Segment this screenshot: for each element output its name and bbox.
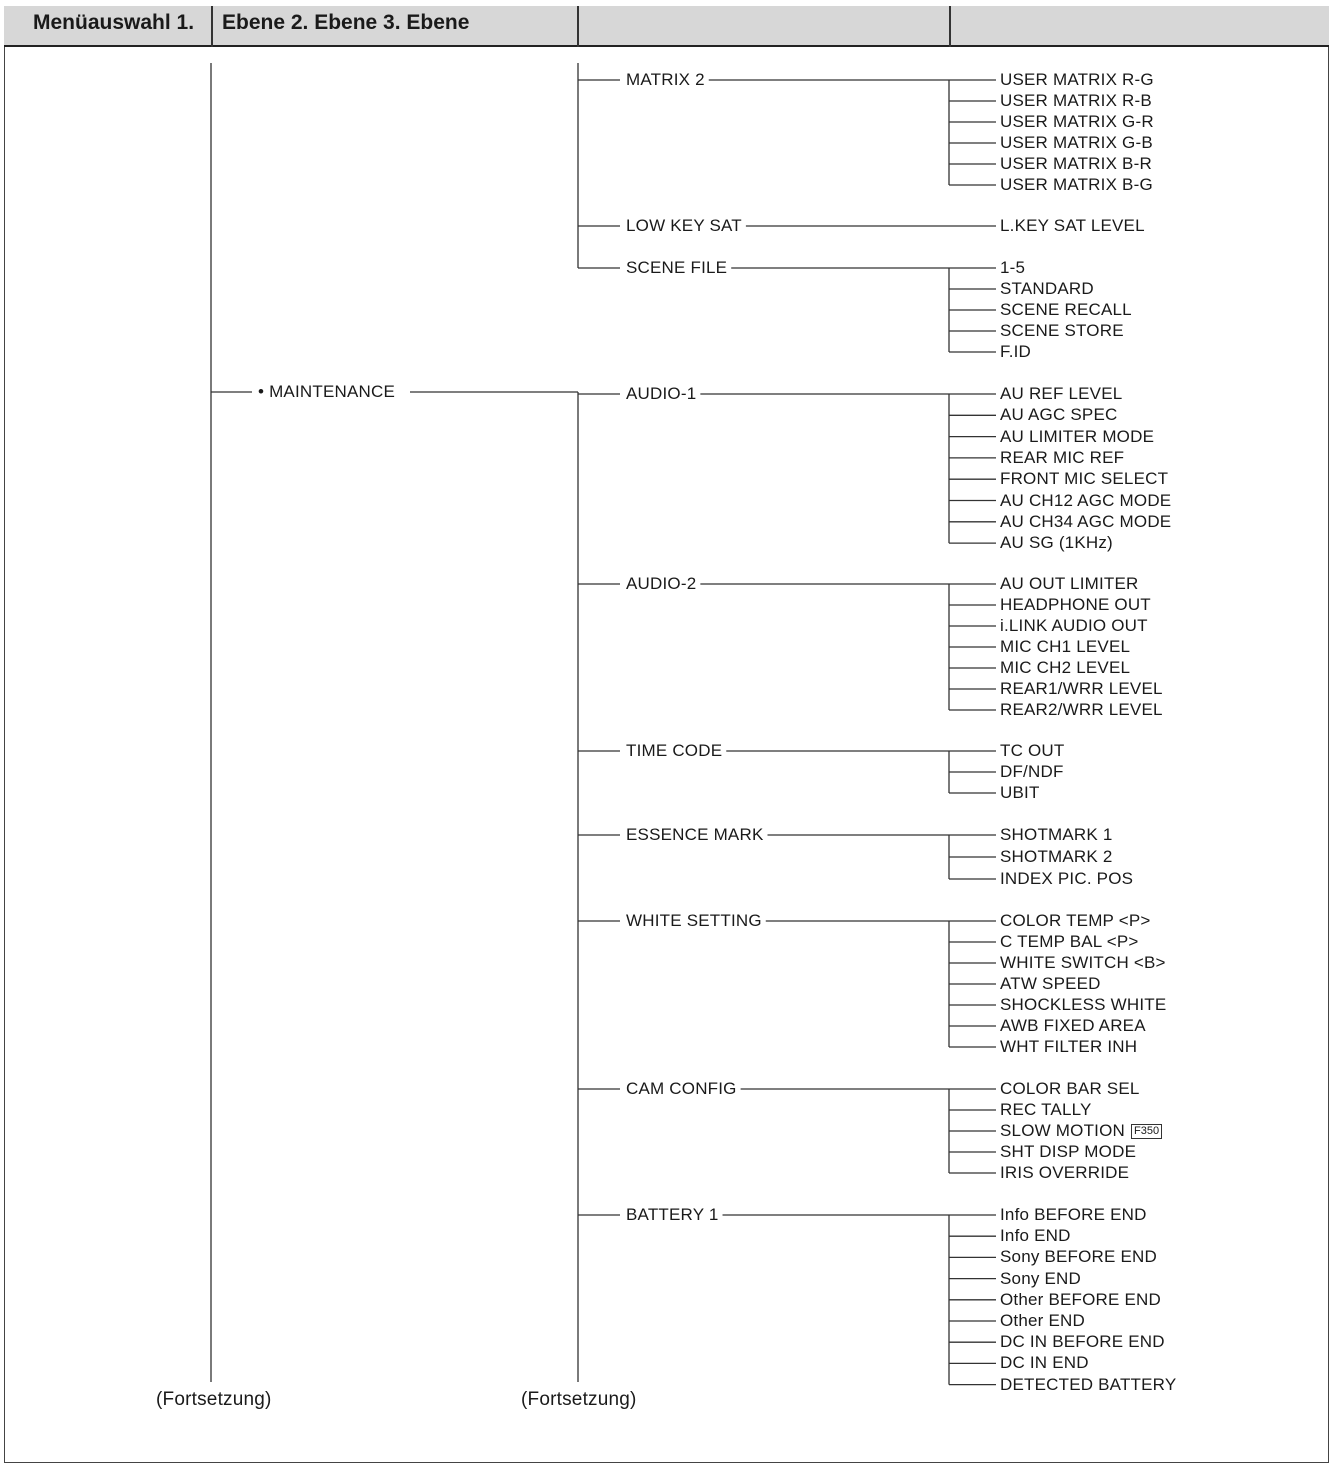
menu-item: REAR MIC REF (1000, 447, 1125, 467)
menu-item: AU REF LEVEL (1000, 384, 1123, 403)
continuation-left: (Fortsetzung) (156, 1389, 272, 1410)
menu-item: SHOCKLESS WHITE (1000, 995, 1167, 1014)
menu-item: ATW SPEED (1000, 974, 1101, 993)
group-label-low-key-sat: LOW KEY SAT (626, 216, 742, 235)
header-level1: Menüauswahl 1. (33, 11, 195, 34)
menu-item: USER MATRIX R-G (1000, 70, 1154, 89)
menu-item: Info END (1000, 1226, 1071, 1246)
menu-item: REAR1/WRR LEVEL (1000, 679, 1163, 698)
menu-item: AU CH12 AGC MODE (1000, 490, 1172, 510)
group-label-time-code: TIME CODE (626, 741, 723, 760)
menu-item: DF/NDF (1000, 762, 1064, 781)
group-label-audio-2: AUDIO-2 (626, 574, 697, 593)
menu-item: WHITE SWITCH <B> (1000, 953, 1166, 972)
menu-item: FRONT MIC SELECT (1000, 469, 1169, 489)
menu-item: MIC CH2 LEVEL (1000, 658, 1131, 677)
menu-item: Other END (1000, 1311, 1085, 1330)
group-label-audio-1: AUDIO-1 (626, 384, 697, 403)
menu-item: USER MATRIX G-B (1000, 133, 1153, 152)
menu-item: DETECTED BATTERY (1000, 1374, 1177, 1394)
menu-item: USER MATRIX R-B (1000, 91, 1152, 110)
menu-item: 1-5 (1000, 258, 1026, 277)
menu-item: AU OUT LIMITER (1000, 574, 1139, 593)
menu-item: AU SG (1KHz) (1000, 533, 1113, 553)
menu-item: AWB FIXED AREA (1000, 1016, 1146, 1035)
model-tag: F350 (1131, 1124, 1162, 1139)
menu-item: DC IN BEFORE END (1000, 1332, 1165, 1352)
menu-item: SCENE STORE (1000, 321, 1124, 340)
menu-item: HEADPHONE OUT (1000, 595, 1151, 614)
menu-item: Info BEFORE END (1000, 1205, 1147, 1224)
group-label-white-setting: WHITE SETTING (626, 911, 762, 930)
menu-item: L.KEY SAT LEVEL (1000, 216, 1145, 235)
menu-item: SHOTMARK 1 (1000, 825, 1113, 844)
menu-item: AU AGC SPEC (1000, 405, 1118, 425)
menu-item: REC TALLY (1000, 1100, 1092, 1119)
menu-item: SLOW MOTION F350 (1000, 1122, 1162, 1139)
group-label-essence-mark: ESSENCE MARK (626, 825, 764, 844)
menu-item: AU CH34 AGC MODE (1000, 511, 1172, 531)
menu-item: TC OUT (1000, 741, 1065, 760)
menu-item: COLOR BAR SEL (1000, 1079, 1140, 1098)
menu-item: IRIS OVERRIDE (1000, 1163, 1130, 1182)
menu-item: USER MATRIX G-R (1000, 112, 1154, 131)
menu-item: SHOTMARK 2 (1000, 847, 1113, 866)
group-label-battery-1: BATTERY 1 (626, 1205, 719, 1224)
menu-item: AU LIMITER MODE (1000, 426, 1155, 446)
menu-item: STANDARD (1000, 279, 1094, 298)
menu-item: MIC CH1 LEVEL (1000, 637, 1131, 656)
maintenance-label: • MAINTENANCE (258, 382, 396, 401)
menu-item: Sony BEFORE END (1000, 1247, 1157, 1267)
menu-item: SCENE RECALL (1000, 300, 1132, 319)
menu-item: INDEX PIC. POS (1000, 869, 1134, 888)
menu-item: UBIT (1000, 783, 1040, 802)
menu-item: USER MATRIX B-G (1000, 175, 1153, 194)
menu-item: C TEMP BAL <P> (1000, 932, 1139, 951)
menu-item: DC IN END (1000, 1353, 1089, 1373)
group-label-matrix-2: MATRIX 2 (626, 70, 705, 89)
menu-item: i.LINK AUDIO OUT (1000, 616, 1148, 635)
group-label-cam-config: CAM CONFIG (626, 1079, 737, 1098)
menu-item: Other BEFORE END (1000, 1289, 1161, 1309)
continuation-right: (Fortsetzung) (521, 1389, 637, 1410)
menu-item: USER MATRIX B-R (1000, 154, 1152, 173)
menu-item: Sony END (1000, 1268, 1081, 1288)
menu-item: COLOR TEMP <P> (1000, 911, 1151, 930)
header-levels: Ebene 2. Ebene 3. Ebene (222, 11, 470, 34)
group-label-scene-file: SCENE FILE (626, 258, 728, 277)
menu-item: F.ID (1000, 342, 1032, 361)
menu-item: WHT FILTER INH (1000, 1037, 1138, 1056)
menu-item: REAR2/WRR LEVEL (1000, 700, 1163, 719)
menu-item: SHT DISP MODE (1000, 1142, 1137, 1161)
